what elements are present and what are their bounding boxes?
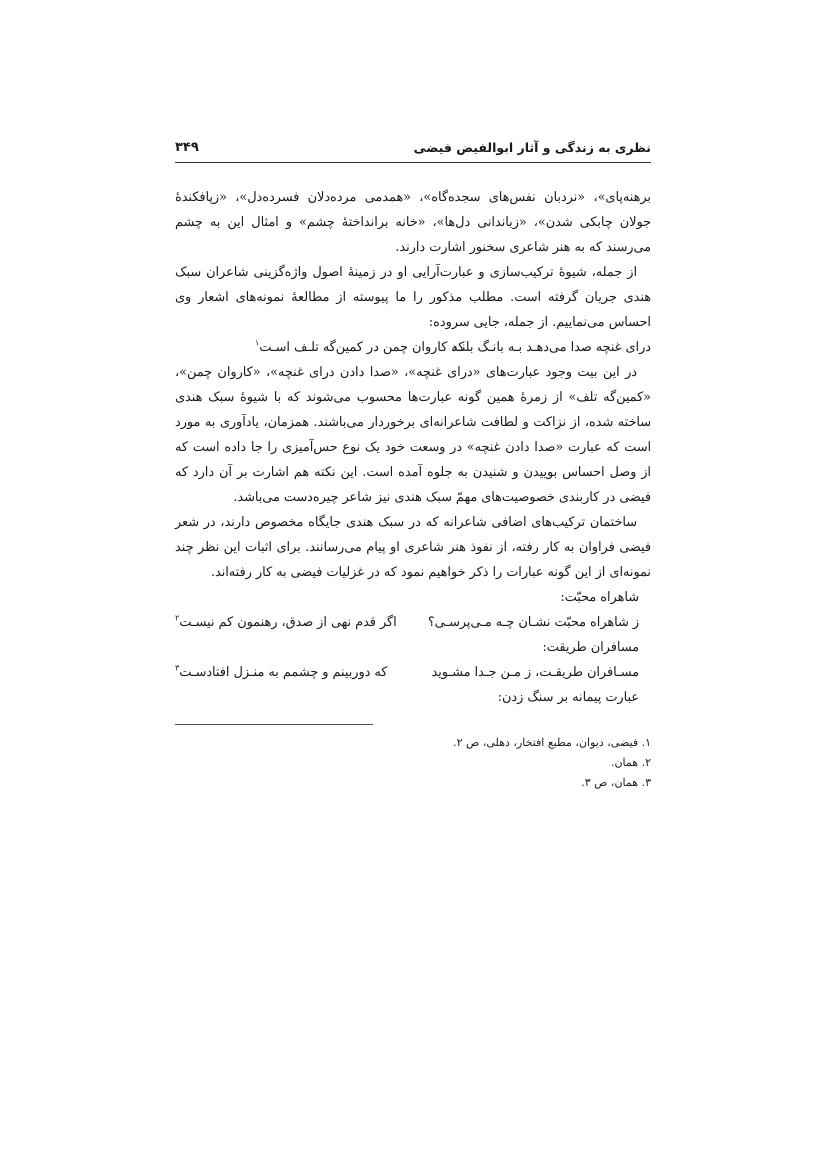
verse-3-hemistich-1: مسـافران طریقـت، ز مـن جـدا مشـوید xyxy=(431,665,639,680)
footnote-2: ۲. همان. xyxy=(610,756,651,769)
book-page xyxy=(175,138,651,793)
footnote-ref-1: ۱ xyxy=(255,338,260,348)
example-label-3: عبارت پیمانه بر سنگ زدن: xyxy=(497,690,639,705)
verse-1 xyxy=(175,335,651,360)
paragraph-2: از جمله، شیوهٔ ترکیب‌سازی و عبارت‌آرایی او در زمینهٔ اصول واژه‌گزینی شاعران سبک هندی جریان گرفته است. مطلب مذکور را ما پیوسته از مطالعهٔ نمونه‌های اشعار وی احساس می‌نماییم. از جمله، جایی سروده: xyxy=(175,265,651,330)
footnote-3: ۳. همان، ص ۳. xyxy=(581,776,651,789)
paragraph-1: برهنه‌پای»، «نردبان نفس‌های سجده‌گاه»، «همدمی مرده‌دلان فسرده‌دل»، «زپافکندهٔ جولان چابکی شدن»، «زباندانی دل‌ها»، «خانه برانداختهٔ چشم» و امثال این به چشم می‌رسند که به هنر شاعری سخنور اشارت دارند. xyxy=(175,190,651,255)
footnote-divider xyxy=(175,724,373,725)
paragraph-4: ساختمان ترکیب‌های اضافی شاعرانه که در سبک هندی جایگاه مخصوص دارند، در شعر فیضی فراوان به کار رفته، از نفوذ هنر شاعری او پیام می‌رسانند. برای اثبات این نظر چند نمونه‌ای از این گونه عبارات را ذکر خواهیم نمود که در غزلیات فیضی به کار رفته‌اند. xyxy=(175,515,651,580)
body-text xyxy=(175,185,651,710)
example-label-2: مسافران طریقت: xyxy=(542,640,639,655)
running-title: نظری به زندگی و آثار ابوالفیض فیضی xyxy=(413,140,651,155)
verse-1-hemistich-1: درای غنچه صدا می‌دهـد بـه بانـگ بلنـد xyxy=(451,340,651,355)
verse-3 xyxy=(175,660,651,685)
verse-2-hemistich-2: اگر قدم نهی از صدق، رهنمون کم نیسـت$^۲$ xyxy=(175,613,397,630)
example-label-1: شاهراه محبّت: xyxy=(560,590,639,605)
verse-1-hemistich-2: که کاروان چمن در کمین‌گه تلـف اسـت$^۱$ xyxy=(255,338,465,355)
verse-2 xyxy=(175,610,651,635)
paragraph-3: در این بیت وجود عبارت‌های «درای غنچه»، «صدا دادن درای غنچه»، «کاروان چمن»، «کمین‌گه تلف» از زمرهٔ همین گونه عبارت‌ها محسوب می‌شوند که با شیوهٔ سبک هندی ساخته شده، از نزاکت و لطافت شاعرانه‌ای برخوردار می‌باشند. همزمان، یادآوری به مورد است که عبارت «صدا دادن غنچه» در وسعت خود یک نوع حس‌آمیزی را جا داده است که از وصل احساس بوییدن و شنیدن به جلوه آمده است. این نکته هم اشارت بر آن دارد که فیضی در کاربندی خصوصیت‌های مهمّ سبک هندی نیز شاعر چیره‌دست می‌باشد. xyxy=(175,365,651,505)
footnote-ref-3: ۳ xyxy=(175,663,180,673)
page-number: ۳۴۹ xyxy=(175,140,199,155)
verse-2-hemistich-1: ز شاهراه محبّت نشـان چـه مـی‌پرسـی؟ xyxy=(427,615,639,630)
verse-3-hemistich-2: که دوربینم و چشمم به منـزل افتادسـت$^۳$ xyxy=(175,663,388,680)
footnote-ref-2: ۲ xyxy=(175,613,180,623)
footnote-1: ۱. فیضی، دیوان، مطبع افتخار، دهلی، ص ۲. xyxy=(453,736,651,749)
running-header xyxy=(175,138,651,163)
footnotes xyxy=(175,733,651,793)
